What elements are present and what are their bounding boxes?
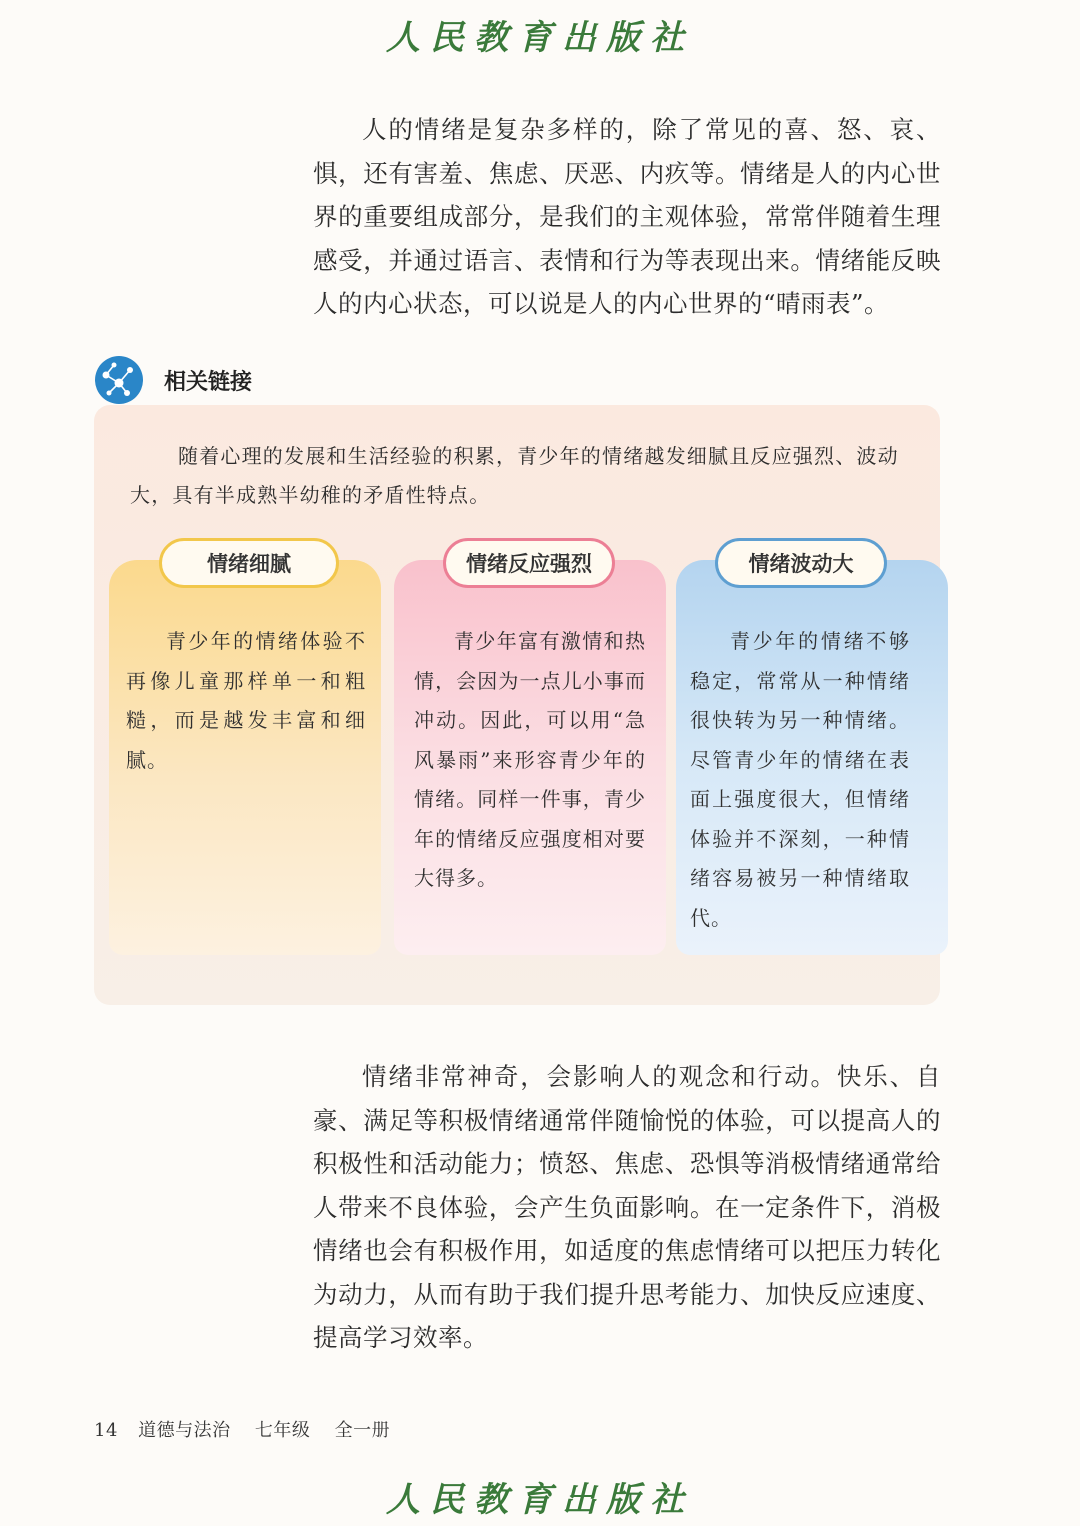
footer-grade: 七年级 <box>254 1420 311 1441</box>
related-link-header <box>94 354 252 406</box>
card-body: 青少年的情绪体验不再像儿童那样单一和粗糙，而是越发丰富和细腻。 <box>126 629 366 772</box>
publisher-logo-top: 人民教育出版社 <box>386 18 694 58</box>
paragraph-text: 情绪非常神奇，会影响人的观念和行动。快乐、自豪、满足等积极情绪通常伴随愉悦的体验，可以提高人的积极性和活动能力；愤怒、焦虑、恐惧等消极情绪通常给人带来不良体验，会产生负面影响。在一定条件下，消极情绪也会有积极作用，如适度的焦虑情绪可以把压力转化为动力，从而有助于我们提升思考能力、加快反应速度、提高学习效率。 <box>313 1062 941 1352</box>
related-link-intro <box>130 437 910 515</box>
intro-text: 随着心理的发展和生活经验的积累，青少年的情绪越发细腻且反应强烈、波动大，具有半成熟半幼稚的矛盾性特点。 <box>130 444 899 507</box>
card-text-delicate <box>126 622 366 780</box>
paragraph-text: 人的情绪是复杂多样的，除了常见的喜、怒、哀、惧，还有害羞、焦虑、厌恶、内疚等。情绪是人的内心世界的重要组成部分，是我们的主观体验，常常伴随着生理感受，并通过语言、表情和行为等表现出来。情绪能反映人的内心状态，可以说是人的内心世界的“晴雨表”。 <box>313 115 941 318</box>
related-link-title: 相关链接 <box>164 369 253 395</box>
card-title-intense: 情绪反应强烈 <box>443 538 615 588</box>
footer-subject: 道德与法治 <box>138 1420 231 1441</box>
footer-volume: 全一册 <box>334 1420 391 1441</box>
card-body: 青少年富有激情和热情，会因为一点儿小事而冲动。因此，可以用“急风暴雨”来形容青少年的情绪。同样一件事，青少年的情绪反应强度相对要大得多。 <box>414 629 646 890</box>
card-text-volatile <box>690 622 910 938</box>
page-number: 14 <box>94 1420 118 1441</box>
body-paragraph-1 <box>313 108 941 326</box>
publisher-logo-bottom: 人民教育出版社 <box>386 1480 694 1520</box>
body-paragraph-2 <box>313 1055 941 1360</box>
page-footer <box>94 1416 408 1442</box>
card-text-intense <box>414 622 646 899</box>
card-title-volatile: 情绪波动大 <box>715 538 887 588</box>
molecule-icon <box>94 355 144 405</box>
card-body: 青少年的情绪不够稳定，常常从一种情绪很快转为另一种情绪。尽管青少年的情绪在表面上强度很大，但情绪体验并不深刻，一种情绪容易被另一种情绪取代。 <box>690 629 910 930</box>
card-title-delicate: 情绪细腻 <box>159 538 339 588</box>
